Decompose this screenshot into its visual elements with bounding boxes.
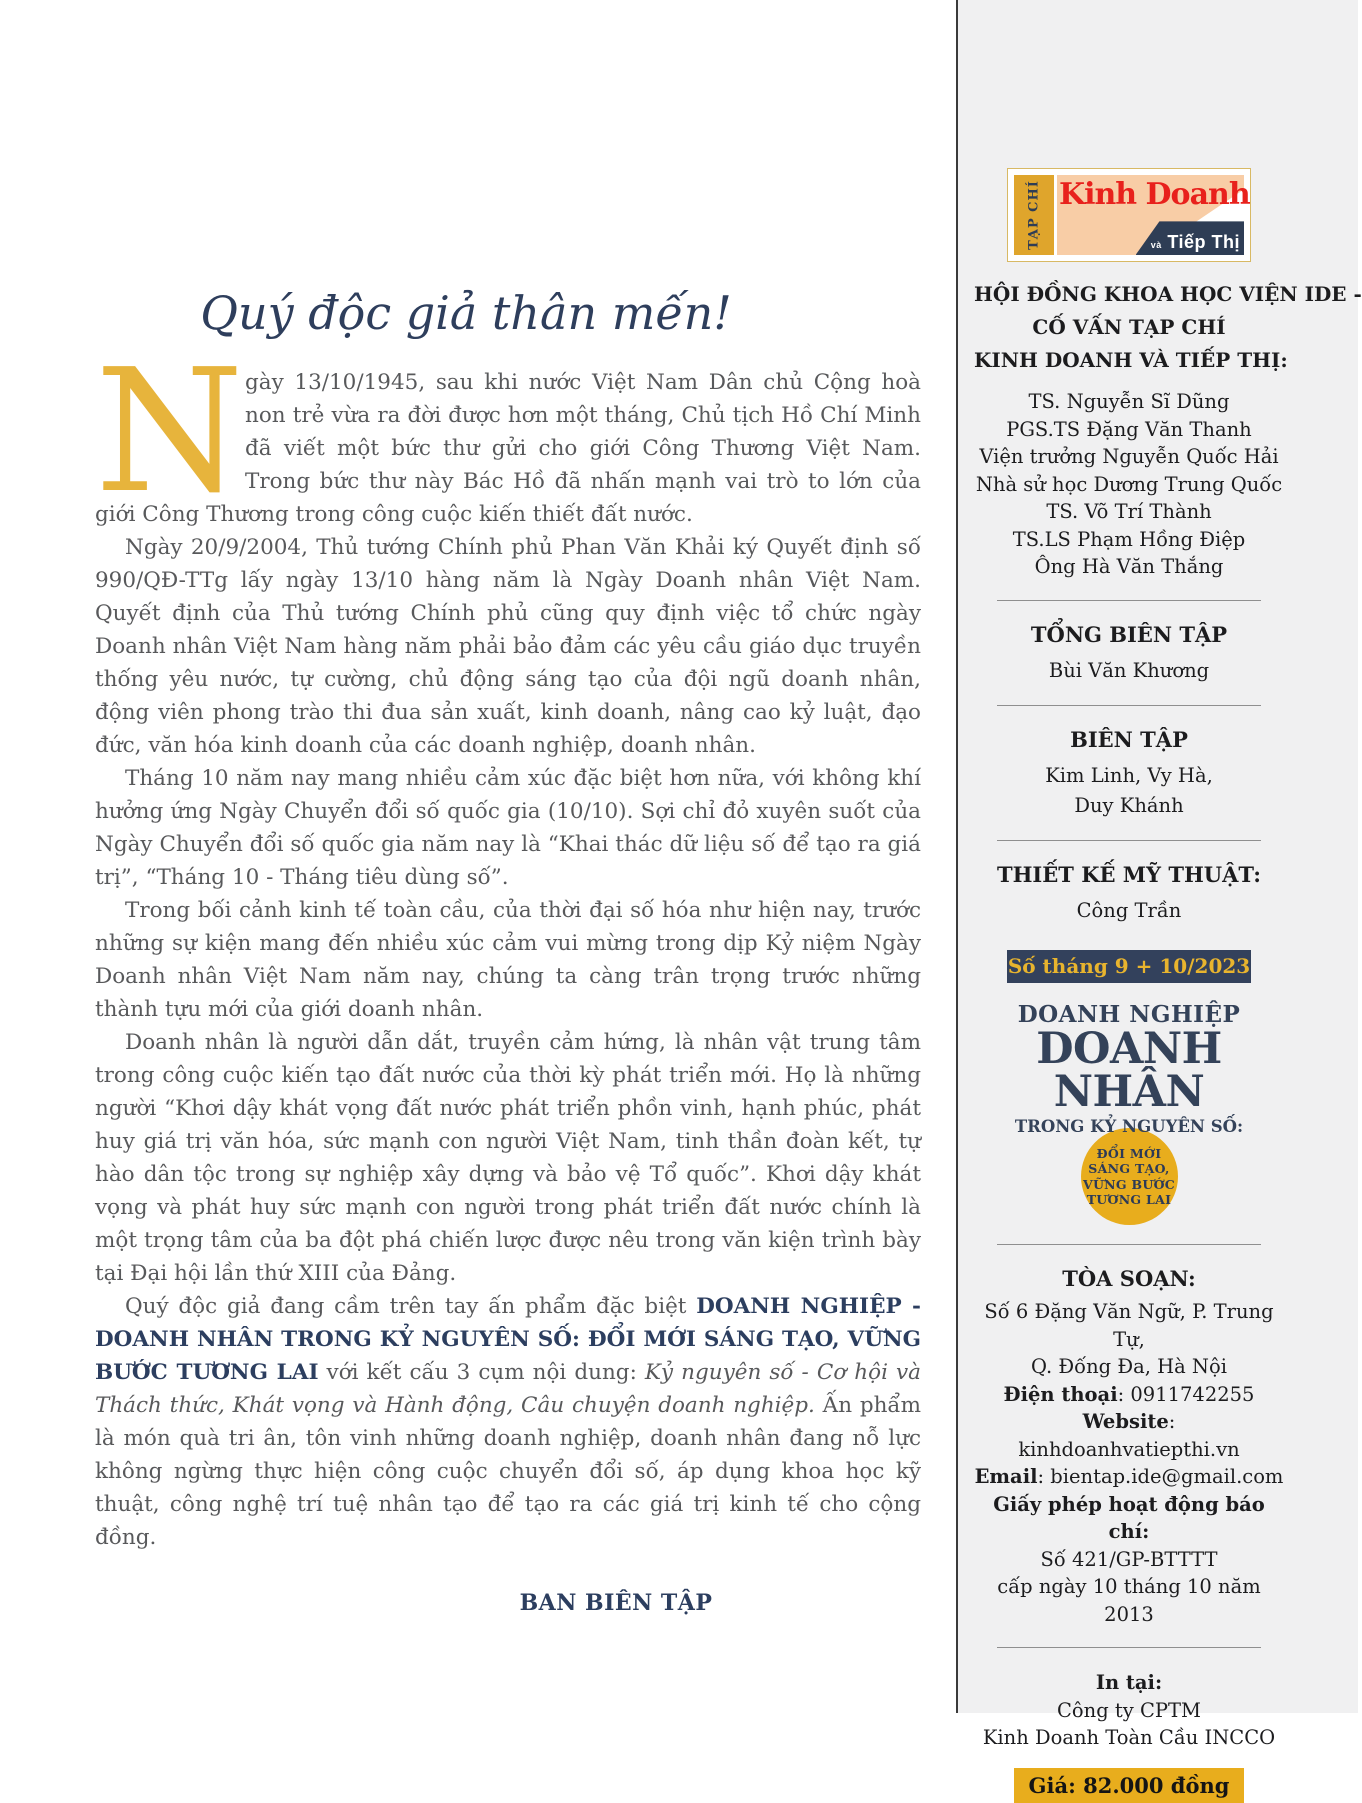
- paragraph-4: Trong bối cảnh kinh tế toàn cầu, của thời đại số hóa như hiện nay, trước những sự kiện mang đến nhiều xúc cảm vui mừng trong dịp Kỷ niệm Ngày Doanh nhân Việt Nam năm nay, chúng ta càng trân trọng trước những thành tựu mới của giới doanh nhân.: [95, 898, 921, 1022]
- feature-gold-circle: [1081, 1128, 1178, 1225]
- office-email: [974, 1463, 1284, 1491]
- council-heading-line3: KINH DOANH VÀ TIẾP THỊ:: [974, 348, 1288, 372]
- circle-line1: ĐỔI MỚI: [1096, 1145, 1162, 1161]
- print-company-line1: Công ty CPTM: [1057, 1698, 1201, 1722]
- editorial-board-signature: BAN BIÊN TẬP: [519, 1590, 713, 1616]
- editorial-office-section: [974, 1266, 1284, 1628]
- divider: [997, 1244, 1261, 1245]
- circle-line3: VỮNG BƯỚC: [1082, 1176, 1176, 1192]
- drop-cap: N: [95, 333, 244, 531]
- editorial-column: [95, 286, 921, 1616]
- printing-section: [974, 1669, 1284, 1752]
- advisor-name: Nhà sử học Dương Trung Quốc: [975, 472, 1283, 496]
- office-address-line2: Q. Đống Đa, Hà Nội: [1031, 1355, 1227, 1379]
- phone-label: Điện thoại: [1003, 1382, 1118, 1406]
- feature-line-ky-nguyen-so: TRONG KỶ NGUYÊN SỐ:: [1014, 1117, 1244, 1137]
- council-heading-line1: HỘI ĐỒNG KHOA HỌC VIỆN IDE -: [974, 282, 1362, 306]
- feature-title-block: [974, 1001, 1284, 1226]
- advisor-name: Ông Hà Văn Thắng: [1034, 555, 1224, 578]
- circle-line4: TƯƠNG LAI: [1086, 1192, 1172, 1208]
- website-value: : kinhdoanhvatiepthi.vn: [1018, 1410, 1240, 1461]
- print-company-line2: Kinh Doanh Toàn Cầu INCCO: [982, 1726, 1276, 1750]
- masthead-sidebar: [956, 0, 1362, 1798]
- paragraph-3: Tháng 10 năm nay mang nhiều cảm xúc đặc biệt hơn nữa, với không khí hưởng ứng Ngày Chuyển đổi số quốc gia (10/10). Sợi chỉ đỏ xuyên suốt của Ngày Chuyển đổi số quốc gia năm nay là “Khai thác dữ liệu số để tạo ra giá trị”, “Tháng 10 - Tháng tiêu dùng số”.: [95, 766, 921, 890]
- editorial-title: Quý độc giả thân mến!: [200, 286, 732, 340]
- office-phone: [974, 1381, 1284, 1409]
- editorial-body: [95, 333, 921, 1554]
- editor-in-chief-name: Bùi Văn Khương: [1048, 658, 1210, 682]
- paragraph-6-end: Ấn phẩm là món quà tri ân, tôn vinh những doanh nghiệp, doanh nhân đang nỗ lực không ngừng thực hiện công cuộc chuyển đổi số, áp dụng khoa học kỹ thuật, công nghệ trí tuệ nhân tạo để tạo ra các giá trị kinh tế cho cộng đồng.: [95, 1393, 921, 1550]
- advisor-name: Viện trưởng Nguyễn Quốc Hải: [979, 445, 1279, 468]
- feature-line-doanh-nhan: DOANH NHÂN: [1036, 1023, 1222, 1118]
- editors-names-line1: Kim Linh, Vy Hà,: [1045, 763, 1213, 787]
- email-label: Email: [974, 1465, 1038, 1489]
- paragraph-6: [95, 1290, 921, 1554]
- license-issued: cấp ngày 10 tháng 10 năm 2013: [997, 1575, 1261, 1626]
- special-edition-name: DOANH NGHIỆP - DOANH NHÂN TRONG KỶ NGUYÊN SỐ: ĐỔI MỚI SÁNG TẠO, VỮNG BƯỚC TƯƠNG LAI: [95, 1294, 921, 1385]
- paragraph-6-intro: Quý độc giả đang cầm trên tay ấn phẩm đặc biệt: [125, 1294, 697, 1319]
- paragraph-6-mid: với kết cấu 3 cụm nội dung:: [318, 1360, 645, 1385]
- email-value: : bientap.ide@gmail.com: [1037, 1465, 1284, 1489]
- logo-tagline: TẠP CHÍ: [1026, 180, 1042, 250]
- issue-badge: Số tháng 9 + 10/2023: [1007, 950, 1251, 983]
- paragraph-1-text: gày 13/10/1945, sau khi nước Việt Nam Dân chủ Cộng hoà non trẻ vừa ra đời được hơn một tháng, Chủ tịch Hồ Chí Minh đã viết một bức thư gửi cho giới Công Thương Việt Nam. Trong bức thư này Bác Hồ đã nhấn mạnh vai trò to lớn của giới Công Thương trong công cuộc kiến thiết đất nước.: [95, 370, 921, 527]
- content-clusters: Kỷ nguyên số - Cơ hội và Thách thức, Khát vọng và Hành động, Câu chuyện doanh nghiệp.: [95, 1360, 921, 1418]
- science-council-heading: [974, 278, 1362, 377]
- editors-names-line2: Duy Khánh: [1074, 793, 1184, 817]
- logo-main-area: [1057, 175, 1250, 255]
- design-name: Công Trần: [1076, 898, 1182, 922]
- editor-in-chief-label: TỔNG BIÊN TẬP: [1030, 621, 1228, 647]
- editors-names: [974, 761, 1284, 821]
- paragraph-5: Doanh nhân là người dẫn dắt, truyền cảm hứng, là nhân vật trung tâm trong công cuộc kiến tạo đất nước của thời kỳ phát triển mới. Họ là những người “Khơi dậy khát vọng đất nước phát triển phồn vinh, hạnh phúc, phát huy giá trị văn hóa, sức mạnh con người Việt Nam, tinh thần đoàn kết, tự hào dân tộc trong sự nghiệp xây dựng và bảo vệ Tổ quốc”. Khơi dậy khát vọng và phát huy sức mạnh con người trong phát triển đất nước chính là một trọng tâm của ba đột phá chiến lược được nêu trong văn kiện trình bày tại Đại hội lần thứ XIII của Đảng.: [95, 1030, 921, 1286]
- license-number: Số 421/GP-BTTTT: [1040, 1547, 1218, 1571]
- office-address-line1: Số 6 Đặng Văn Ngữ, P. Trung Tự,: [984, 1300, 1274, 1351]
- website-label: Website: [1082, 1410, 1169, 1434]
- office-website: [974, 1408, 1284, 1463]
- logo-tagline-strip: [1014, 175, 1054, 255]
- logo-title-kinh-doanh: Kinh Doanh: [1059, 177, 1250, 212]
- divider: [997, 1647, 1261, 1648]
- magazine-logo: [1007, 168, 1251, 262]
- design-label: THIẾT KẾ MỸ THUẬT:: [996, 861, 1262, 887]
- advisor-name: TS.LS Phạm Hồng Điệp: [1012, 527, 1246, 551]
- council-heading-line2: CỐ VẤN TẠP CHÍ: [1032, 315, 1226, 339]
- office-label: TÒA SOẠN:: [1062, 1266, 1196, 1292]
- logo-subtitle-tiep-thi: [1151, 232, 1240, 253]
- print-label: In tại:: [1095, 1671, 1163, 1695]
- divider: [997, 705, 1261, 706]
- magazine-logo-inner: [1014, 175, 1250, 255]
- advisor-name: TS. Nguyễn Sĩ Dũng: [1028, 390, 1230, 413]
- feature-line-doanh-nghiep: DOANH NGHIỆP: [1017, 1000, 1241, 1028]
- advisors-list: [974, 388, 1284, 581]
- license-label: Giấy phép hoạt động báo chí:: [993, 1492, 1265, 1544]
- divider: [997, 840, 1261, 841]
- divider: [997, 600, 1261, 601]
- price-badge: Giá: 82.000 đồng: [1014, 1768, 1245, 1803]
- logo-subtitle-text: Tiếp Thị: [1167, 232, 1240, 252]
- editors-label: BIÊN TẬP: [1070, 726, 1188, 752]
- circle-line2: SÁNG TẠO,: [1088, 1161, 1170, 1177]
- phone-value: : 0911742255: [1117, 1382, 1255, 1406]
- paragraph-2: Ngày 20/9/2004, Thủ tướng Chính phủ Phan Văn Khải ký Quyết định số 990/QĐ-TTg lấy ngày 13/10 hàng năm là Ngày Doanh nhân Việt Nam. Quyết định của Thủ tướng Chính phủ cũng quy định việc tổ chức ngày Doanh nhân Việt Nam hàng năm phải bảo đảm các yêu cầu giáo dục truyền thống yêu nước, tự cường, chủ động sáng tạo của đội ngũ doanh nhân, động viên phong trào thi đua sản xuất, kinh doanh, nâng cao kỷ luật, đạo đức, văn hóa kinh doanh của các doanh nghiệp, doanh nhân.: [95, 535, 921, 758]
- advisor-name: TS. Võ Trí Thành: [1046, 500, 1212, 523]
- paragraph-1: [95, 333, 921, 531]
- logo-connector: và: [1150, 240, 1162, 250]
- advisor-name: PGS.TS Đặng Văn Thanh: [1006, 417, 1252, 441]
